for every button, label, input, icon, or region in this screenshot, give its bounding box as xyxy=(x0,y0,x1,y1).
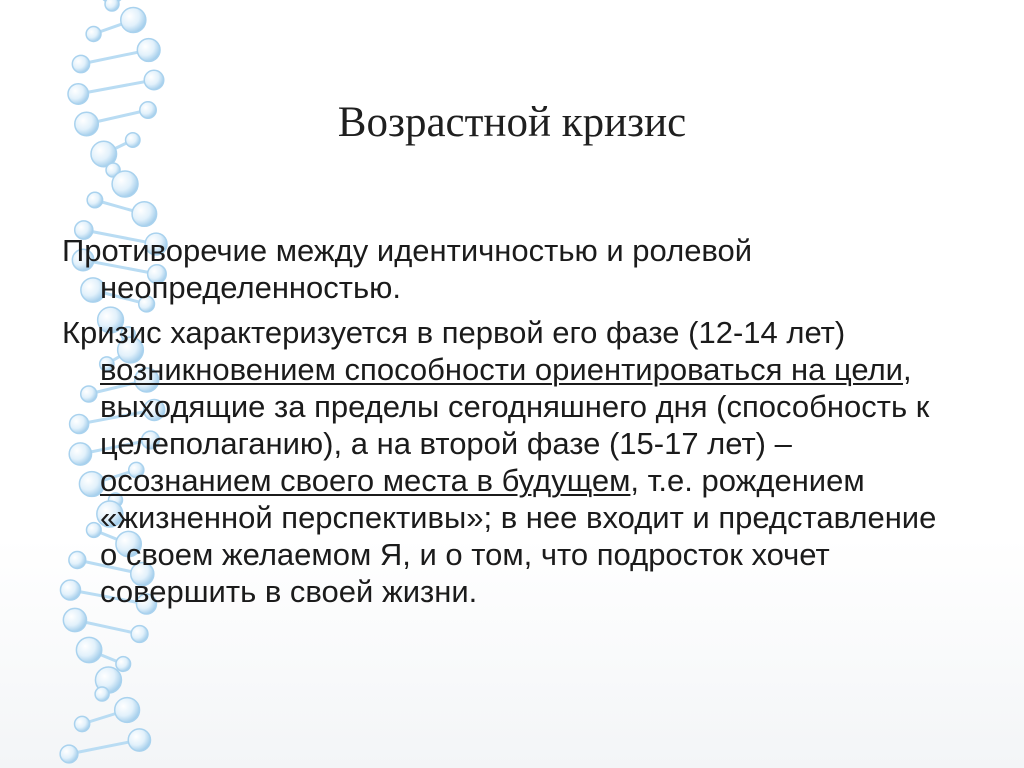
underlined-goal-orientation: возникновением способности ориентироваться на цели xyxy=(100,352,903,387)
slide-body xyxy=(62,232,942,618)
dna-rung xyxy=(78,80,154,94)
dna-bead xyxy=(131,626,148,643)
text-segment: Кризис характеризуется в первой его фазе (12-14 лет) xyxy=(62,315,846,350)
dna-bead xyxy=(60,745,78,763)
dna-bead xyxy=(75,716,90,731)
dna-bead xyxy=(87,192,102,207)
paragraph-crisis-phases xyxy=(62,314,942,610)
dna-bead xyxy=(105,0,119,11)
dna-bead xyxy=(132,202,157,227)
dna-bead xyxy=(144,70,164,90)
dna-bead xyxy=(95,687,109,701)
dna-bead xyxy=(115,698,140,723)
dna-bead xyxy=(137,39,160,62)
dna-bead xyxy=(128,729,150,751)
text-segment: , выходящие за пределы сегодняшнего дня (способность к целеполаганию), а на второй фазе (15-17 лет) – xyxy=(100,352,930,461)
paragraph-contradiction: Противоречие между идентичностью и ролевой неопределенностью. xyxy=(62,233,753,305)
dna-bead xyxy=(86,27,101,42)
dna-bead xyxy=(72,55,89,72)
dna-bead xyxy=(116,657,131,672)
text-segment: , т.е. рождением «жизненной перспективы»; в нее входит и представление о своем желаемом Я, и о том, что подросток хочет совершить в своей жизни. xyxy=(100,463,937,609)
dna-bead xyxy=(76,637,101,662)
underlined-future-place: осознанием своего места в будущем xyxy=(100,463,631,498)
dna-bead xyxy=(121,7,146,32)
dna-bead xyxy=(112,171,138,197)
slide-title: Возрастной кризис xyxy=(337,99,687,146)
